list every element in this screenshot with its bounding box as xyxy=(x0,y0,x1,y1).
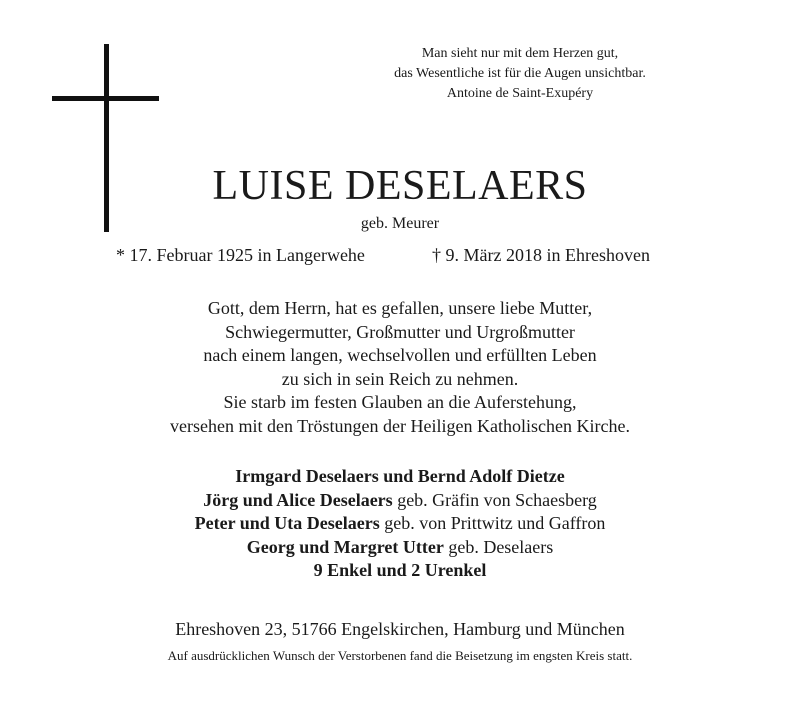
mourner-names: Peter und Uta Deselaers xyxy=(194,513,380,534)
address: Ehreshoven 23, 51766 Engelskirchen, Hamburg und München xyxy=(175,619,625,639)
quote-author: Antoine de Saint-Exupéry xyxy=(446,86,594,101)
mourners-list xyxy=(0,465,800,583)
mourner-names: 9 Enkel und 2 Urenkel xyxy=(313,560,487,581)
mourner-entry xyxy=(0,465,800,489)
deceased-name: LUISE DESELAERS xyxy=(212,163,588,209)
mourner-entry xyxy=(0,559,800,583)
burial-note: Auf ausdrücklichen Wunsch der Verstorbenen fand die Beisetzung im engsten Kreis statt. xyxy=(167,648,633,663)
announcement-text xyxy=(0,297,800,439)
mourner-entry xyxy=(0,536,800,560)
mourner-names: Georg und Margret Utter xyxy=(246,536,444,557)
mourner-note: geb. von Prittwitz und Gaffron xyxy=(384,513,606,534)
quote-line: das Wesentliche ist für die Augen unsichtbar. xyxy=(394,66,646,81)
mourner-note: geb. Gräfin von Schaesberg xyxy=(397,489,597,510)
death-date: † 9. März 2018 in Ehreshoven xyxy=(432,245,650,265)
announcement-line: Schwiegermutter, Großmutter und Urgroßmutter xyxy=(225,321,575,342)
cross-horizontal-bar xyxy=(52,96,159,101)
quote-block xyxy=(340,44,700,104)
mourner-names: Irmgard Deselaers und Bernd Adolf Dietze xyxy=(235,466,565,486)
mourner-names: Jörg und Alice Deselaers xyxy=(203,489,393,510)
birth-name: geb. Meurer xyxy=(360,215,440,232)
announcement-line: versehen mit den Tröstungen der Heiligen Katholischen Kirche. xyxy=(170,415,630,436)
quote-line: Man sieht nur mit dem Herzen gut, xyxy=(421,46,619,61)
mourner-entry xyxy=(0,512,800,536)
birth-date: * 17. Februar 1925 in Langerwehe xyxy=(116,245,365,265)
announcement-line: nach einem langen, wechselvollen und erfüllten Leben xyxy=(203,345,597,366)
announcement-line: Gott, dem Herrn, hat es gefallen, unsere liebe Mutter, xyxy=(207,298,593,318)
announcement-line: Sie starb im festen Glauben an die Auferstehung, xyxy=(223,392,577,413)
mourner-entry xyxy=(0,489,800,513)
announcement-line: zu sich in sein Reich zu nehmen. xyxy=(281,368,519,389)
mourner-note: geb. Deselaers xyxy=(448,536,554,557)
